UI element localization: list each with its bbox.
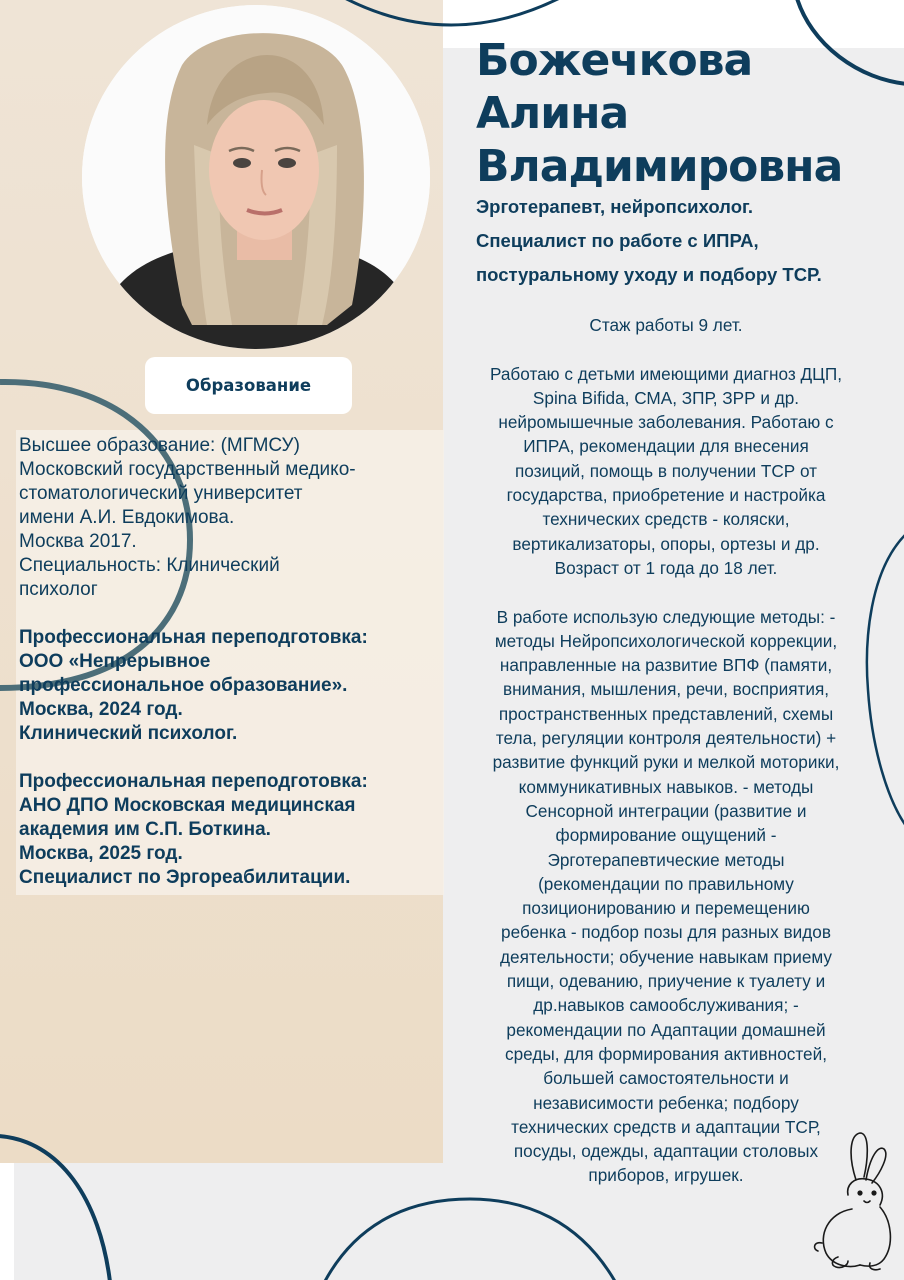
methods-line: позиционированию и перемещению: [522, 898, 810, 919]
edu-line: Клинический психолог.: [19, 723, 238, 744]
methods-line: большей самостоятельности и: [543, 1068, 789, 1089]
work-line: вертикализаторы, опоры, ортезы и др.: [512, 533, 820, 554]
methods-line: деятельности; обучение навыкам приему: [500, 946, 832, 967]
methods-line: пищи, одеванию, приучение к туалету и: [506, 971, 826, 992]
work-line: Работаю с детьми имеющими диагноз ДЦП,: [489, 363, 843, 384]
methods-line: методы Нейропсихологической коррекции,: [494, 630, 838, 651]
methods-line: коммуникативных навыков. - методы: [518, 776, 814, 797]
work-line: ИПРА, рекомендации для внесения: [523, 436, 809, 457]
methods-line: ребенка - подбор позы для разных видов: [501, 922, 831, 943]
methods-line: Сенсорной интеграции (развитие и: [525, 800, 807, 821]
edu-line: Московский государственный медико-: [19, 459, 356, 480]
edu-line: Специалист по Эргореабилитации.: [19, 867, 351, 888]
methods-line: др.навыков самообслуживания; -: [533, 995, 799, 1016]
experience-text: [446, 313, 886, 1188]
work-line: Spina Bifida, СМА, ЗПР, ЗРР и др.: [532, 387, 800, 408]
methods-line: пространственных представлений, схемы: [498, 703, 834, 724]
work-line: Возраст от 1 года до 18 лет.: [554, 557, 778, 578]
edu-line: АНО ДПО Московская медицинская: [19, 795, 356, 816]
edu-line: имени А.И. Евдокимова.: [19, 507, 235, 528]
edu-line: Специальность: Клинический: [19, 555, 280, 576]
methods-line: посуды, одежды, адаптации столовых: [513, 1141, 819, 1162]
decorative-ring-bottom: [320, 1195, 620, 1280]
edu-line: Москва, 2024 год.: [19, 699, 183, 720]
methods-line: рекомендации по Адаптации домашней: [506, 1019, 826, 1040]
methods-line: В работе использую следующие методы: -: [496, 606, 836, 627]
work-line: государства, приобретение и настройка: [506, 485, 826, 506]
methods-line: приборов, игрушек.: [588, 1165, 744, 1186]
profile-photo: [82, 5, 430, 349]
methods-line: тела, регуляции контроля деятельности) +: [495, 728, 837, 749]
edu-line: Москва, 2025 год.: [19, 843, 183, 864]
methods-line: (рекомендации по правильному: [538, 873, 794, 894]
decorative-ring-bottom-left: [0, 1130, 120, 1280]
methods-line: технических средств и адаптации ТСР,: [511, 1116, 821, 1137]
edu-line: стоматологический университет: [19, 483, 303, 504]
edu-line: Москва 2017.: [19, 531, 137, 552]
name-line: Владимировна: [476, 141, 843, 192]
edu-line: ООО «Непрерывное: [19, 651, 211, 672]
name-line: Алина: [476, 88, 629, 139]
bunny-icon: [808, 1125, 898, 1275]
methods-line: развитие функций руки и мелкой моторики,: [492, 752, 840, 773]
methods-line: направленные на развитие ВПФ (памяти,: [499, 655, 833, 676]
edu-line: Высшее образование: (МГМСУ): [19, 435, 300, 456]
work-line: позиций, помощь в получении ТСР от: [514, 460, 818, 481]
edu-line: академия им С.П. Боткина.: [19, 819, 271, 840]
work-line: нейромышечные заболевания. Работаю с: [498, 412, 834, 433]
methods-line: формирование ощущений -: [555, 825, 777, 846]
education-text: [19, 434, 447, 890]
subtitle-line: постуральному уходу и подбору ТСР.: [476, 264, 822, 285]
methods-line: среды, для формирования активностей,: [504, 1043, 827, 1064]
decorative-ring-right: [860, 530, 904, 830]
experience-years: Стаж работы 9 лет.: [589, 315, 743, 335]
edu-line: Профессиональная переподготовка:: [19, 771, 368, 792]
subtitle-line: Специалист по работе с ИПРА,: [476, 230, 759, 251]
specialist-title: [476, 190, 896, 292]
education-button[interactable]: Образование: [145, 357, 352, 414]
subtitle-line: Эрготерапевт, нейропсихолог.: [476, 196, 753, 217]
name-line: Божечкова: [476, 35, 753, 86]
edu-line: Профессиональная переподготовка:: [19, 627, 368, 648]
methods-line: независимости ребенка; подбору: [533, 1092, 799, 1113]
methods-line: Эрготерапевтические методы: [547, 849, 785, 870]
edu-line: профессиональное образование».: [19, 675, 348, 696]
methods-line: внимания, мышления, речи, восприятия,: [502, 679, 830, 700]
edu-line: психолог: [19, 579, 98, 600]
person-name: [476, 34, 842, 193]
work-line: технических средств - коляски,: [542, 509, 790, 530]
